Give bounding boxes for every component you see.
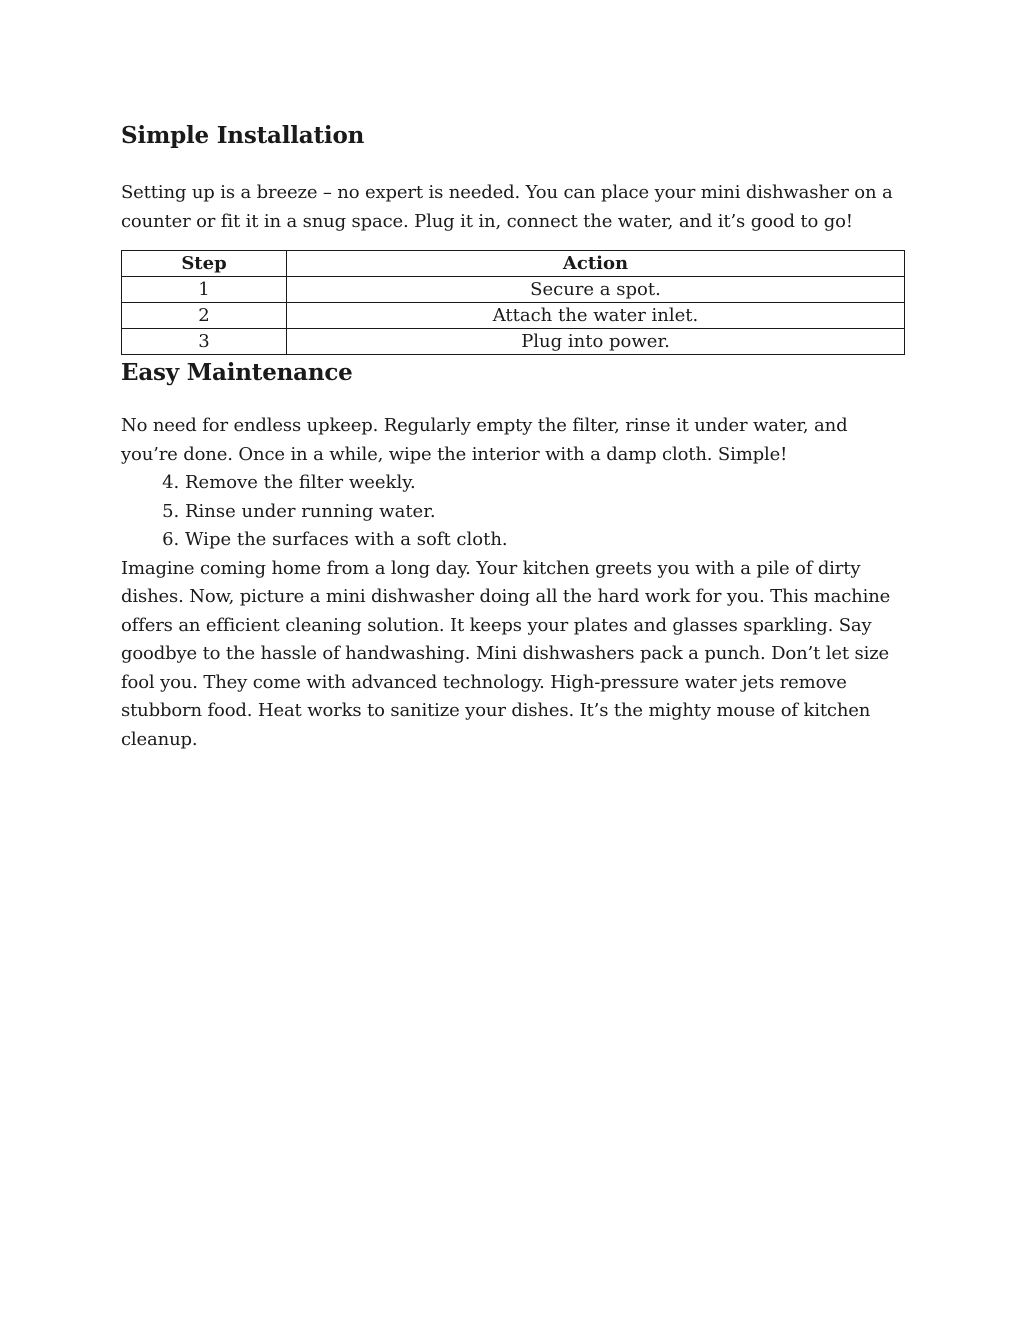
installation-steps-table [121, 250, 905, 355]
maintenance-intro: No need for endless upkeep. Regularly empty the filter, rinse it under water, and you’re done. Once in a while, wipe the interior with a damp cloth. Simple! [121, 415, 848, 465]
table-cell-step: 1 [122, 277, 287, 303]
table-row [122, 277, 905, 303]
maintenance-heading: Easy Maintenance [121, 359, 353, 386]
table-cell-step: 2 [122, 303, 287, 329]
maintenance-steps-list [121, 469, 905, 555]
table-cell-step: 3 [122, 329, 287, 355]
table-row [122, 329, 905, 355]
table-cell-action: Secure a spot. [287, 277, 905, 303]
table-cell-action: Attach the water inlet. [287, 303, 905, 329]
table-cell-action: Plug into power. [287, 329, 905, 355]
installation-heading: Simple Installation [121, 122, 365, 149]
table-header-step: Step [122, 251, 287, 277]
closing-paragraph: Imagine coming home from a long day. Your kitchen greets you with a pile of dirty dishes. Now, picture a mini dishwasher doing all the hard work for you. This machine offers an efficient cleaning solution. It keeps your plates and glasses sparkling. Say goodbye to the hassle of handwashing. Mini dishwashers pack a punch. Don’t let size fool you. They come with advanced technology. High-pressure water jets remove stubborn food. Heat works to sanitize your dishes. It’s the mighty mouse of kitchen cleanup. [121, 557, 891, 750]
table-row [122, 303, 905, 329]
installation-intro: Setting up is a breeze – no expert is needed. You can place your mini dishwasher on a counter or fit it in a snug space. Plug it in, connect the water, and it’s good to go! [121, 182, 893, 232]
table-header-row [122, 251, 905, 277]
table-header-action: Action [287, 251, 905, 277]
list-item: 5. Rinse under running water. [185, 498, 905, 527]
list-item: 4. Remove the filter weekly. [185, 469, 905, 498]
document-page [121, 118, 905, 754]
list-item: 6. Wipe the surfaces with a soft cloth. [185, 526, 905, 555]
